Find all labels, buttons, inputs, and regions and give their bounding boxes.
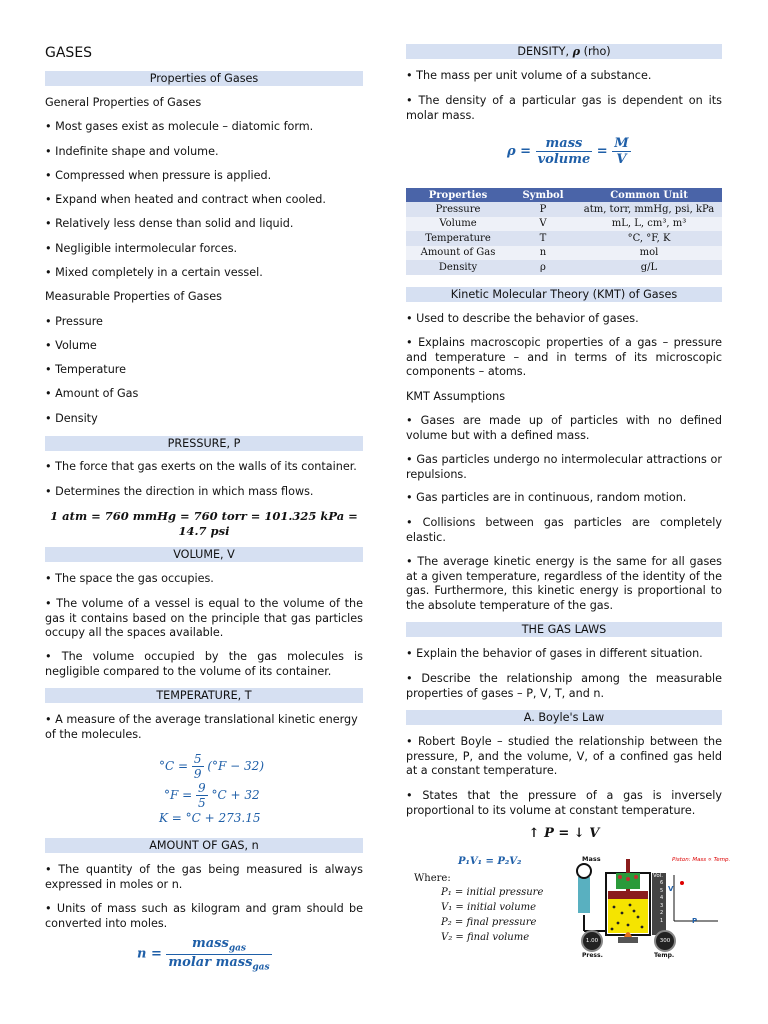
fraction <box>166 936 271 972</box>
amount-item: • The quantity of the gas being measured is always expressed in moles or n. <box>45 863 363 891</box>
section-header-pressure: PRESSURE, P <box>45 436 363 451</box>
kelvin-equation: K = °C + 273.15 <box>159 811 261 825</box>
volume-item: • The volume of a vessel is equal to the volume of the gas it contains based on the principle that gas particles occupy all the spaces available. <box>45 597 363 640</box>
table-row <box>406 246 722 261</box>
denominator-text: molar mass <box>168 954 253 970</box>
measurable-item: • Density <box>45 412 98 425</box>
table-row <box>406 260 722 275</box>
table-header-row <box>406 188 722 202</box>
denominator: volume <box>537 152 591 167</box>
moles-equation <box>137 936 272 972</box>
denominator: V <box>616 152 627 167</box>
kmt-item: • Used to describe the behavior of gases. <box>406 312 639 325</box>
boyle-item: • States that the pressure of a gas is inversely proportional to its volume at constant temperature. <box>406 789 722 817</box>
table-cell: atm, torr, mmHg, psi, kPa <box>576 202 722 217</box>
boyle-apparatus-figure <box>572 855 731 960</box>
boyle-formula: P₁V₁ = P₂V₂ <box>458 856 522 867</box>
section-header-amount: AMOUNT OF GAS, n <box>45 838 363 853</box>
measurable-item: • Pressure <box>45 315 103 328</box>
measurable-properties-title: Measurable Properties of Gases <box>45 290 222 303</box>
density-item: • The density of a particular gas is dependent on its molar mass. <box>406 94 722 122</box>
definition: P₁ = initial pressure <box>441 887 544 898</box>
table-cell: Pressure <box>406 202 510 217</box>
numerator: mass <box>536 136 593 152</box>
table-cell: Volume <box>406 217 510 232</box>
general-item: • Relatively less dense than solid and liquid. <box>45 217 294 230</box>
table-header-cell: Symbol <box>510 188 576 202</box>
rho-symbol: ρ <box>572 44 581 58</box>
temperature-gauge-value: 300 <box>659 938 671 944</box>
numerator <box>166 936 271 955</box>
section-header-kmt: Kinetic Molecular Theory (KMT) of Gases <box>406 287 722 302</box>
table-header-cell: Common Unit <box>576 188 722 202</box>
page-title: GASES <box>45 45 93 61</box>
gas-laws-item: • Explain the behavior of gases in different situation. <box>406 647 703 660</box>
definition: P₂ = final pressure <box>441 917 537 928</box>
numerator: 5 <box>193 752 202 766</box>
kmt-assumption: • Gases are made up of particles with no defined volume but with a defined mass. <box>406 414 722 442</box>
numerator-text: mass <box>191 936 229 951</box>
scale-mark: 2 <box>660 910 664 916</box>
table-cell: mol <box>576 246 722 261</box>
general-item: • Mixed completely in a certain vessel. <box>45 266 263 279</box>
kmt-assumption: • The average kinetic energy is the same for all gases at a given temperature, regardless of the identity of the gas. Furthermore, this kinetic energy is proportional to the absolute temperature of the gas. <box>406 555 722 612</box>
denominator <box>166 955 271 973</box>
kmt-item: • Explains macroscopic properties of a gas – pressure and temperature – and in terms of its microscopic components – atoms. <box>406 336 722 379</box>
scale-mark: 1 <box>660 917 664 924</box>
table-cell: Temperature <box>406 231 510 246</box>
table-cell: mL, L, cm³, m³ <box>576 217 722 232</box>
scale-mark: 5 <box>660 887 664 894</box>
general-item: • Expand when heated and contract when cooled. <box>45 193 326 206</box>
fraction <box>612 136 630 167</box>
boyle-formula-block <box>414 856 574 966</box>
definition: V₁ = initial volume <box>441 902 537 913</box>
section-header-boyle: A. Boyle's Law <box>406 710 722 725</box>
eq-lhs: °C = <box>159 759 189 773</box>
apparatus-illustration <box>572 855 722 960</box>
general-item: • Most gases exist as molecule – diatomic form. <box>45 120 314 133</box>
table-row <box>406 202 722 217</box>
table-cell: P <box>510 202 576 217</box>
press-label: Press. <box>582 952 603 959</box>
definition: V₂ = final volume <box>441 932 530 943</box>
numerator-subscript: gas <box>228 943 247 954</box>
fraction <box>192 752 204 781</box>
table-row <box>406 217 722 232</box>
section-header-gas-laws: THE GAS LAWS <box>406 622 722 637</box>
where-label: Where: <box>414 873 451 884</box>
boyle-relation: ↑ P = ↓ V <box>528 826 600 841</box>
mass-label: Mass <box>582 855 601 863</box>
kmt-assumption: • Gas particles undergo no intermolecular attractions or repulsions. <box>406 453 722 481</box>
section-header-density <box>406 44 722 59</box>
scale-mark: 4 <box>660 895 664 901</box>
table-cell: Amount of Gas <box>406 246 510 261</box>
section-header-temperature: TEMPERATURE, T <box>45 688 363 703</box>
pressure-gauge-value: 1.00 <box>585 938 599 944</box>
volume-item: • The space the gas occupies. <box>45 572 214 585</box>
table-row <box>406 231 722 246</box>
measurable-item: • Temperature <box>45 363 127 376</box>
numerator: 9 <box>198 781 206 795</box>
properties-table <box>406 188 722 275</box>
eq-lhs: °F = <box>164 788 193 802</box>
table-cell: T <box>510 231 576 246</box>
table-header-cell: Properties <box>406 188 510 202</box>
scale-mark: 6 <box>660 880 664 886</box>
pressure-item: • Determines the direction in which mass flows. <box>45 485 314 498</box>
denominator-subscript: gas <box>252 962 270 973</box>
graph-axis-p: P <box>692 917 698 925</box>
kmt-assumption: • Gas particles are in continuous, random motion. <box>406 491 687 504</box>
table-cell: °C, °F, K <box>576 231 722 246</box>
fraction <box>536 136 593 167</box>
denominator: 5 <box>198 796 206 810</box>
fahrenheit-equation <box>164 781 260 810</box>
eq-rhs: °C + 32 <box>211 788 260 802</box>
kmt-assumptions-title: KMT Assumptions <box>406 390 506 403</box>
measurable-item: • Amount of Gas <box>45 387 139 400</box>
section-header-properties: Properties of Gases <box>45 71 363 86</box>
general-item: • Compressed when pressure is applied. <box>45 169 272 182</box>
eq-rhs: (°F − 32) <box>207 759 265 773</box>
density-equation <box>507 136 631 167</box>
eq-equals: = <box>596 144 608 159</box>
general-item: • Negligible intermolecular forces. <box>45 242 238 255</box>
table-cell: n <box>510 246 576 261</box>
table-cell: g/L <box>576 260 722 275</box>
temp-label: Temp. <box>654 952 675 959</box>
graph-axis-v: V <box>668 885 674 893</box>
vol-label: Vol. <box>653 873 663 879</box>
eq-lhs: n = <box>137 946 162 962</box>
denominator: 9 <box>193 767 202 781</box>
boyle-item: • Robert Boyle – studied the relationship between the pressure, P, and the volume, V, of a confined gas held at a constant temperature. <box>406 735 722 778</box>
table-cell: ρ <box>510 260 576 275</box>
density-header-rho: (rho) <box>583 45 611 58</box>
kmt-assumption: • Collisions between gas particles are completely elastic. <box>406 516 722 544</box>
pressure-conversion-equation: 1 atm = 760 mmHg = 760 torr = 101.325 kPa = 14.7 psi <box>50 509 358 538</box>
eq-lhs: ρ = <box>507 144 532 159</box>
scale-mark: 3 <box>660 902 664 909</box>
numerator: M <box>614 136 629 151</box>
section-header-volume: VOLUME, V <box>45 547 363 562</box>
measurable-item: • Volume <box>45 339 97 352</box>
volume-item: • The volume occupied by the gas molecules is negligible compared to the volume of its container. <box>45 650 363 678</box>
general-item: • Indefinite shape and volume. <box>45 145 219 158</box>
pressure-item: • The force that gas exerts on the walls of its container. <box>45 460 357 473</box>
density-item: • The mass per unit volume of a substance. <box>406 69 652 82</box>
gas-laws-item: • Describe the relationship among the measurable properties of gases – P, V, T, and n. <box>406 672 722 700</box>
celsius-equation <box>159 752 264 781</box>
table-cell: V <box>510 217 576 232</box>
table-cell: Density <box>406 260 510 275</box>
fraction <box>196 781 208 810</box>
general-properties-title: General Properties of Gases <box>45 96 202 109</box>
piston-note: Piston: Mass ∝ Temp. <box>672 857 731 863</box>
vol-scale <box>660 880 663 925</box>
density-header-text: DENSITY, <box>517 45 570 58</box>
temperature-item: • A measure of the average translational kinetic energy of the molecules. <box>45 713 358 741</box>
amount-item: • Units of mass such as kilogram and gram should be converted into moles. <box>45 902 363 930</box>
